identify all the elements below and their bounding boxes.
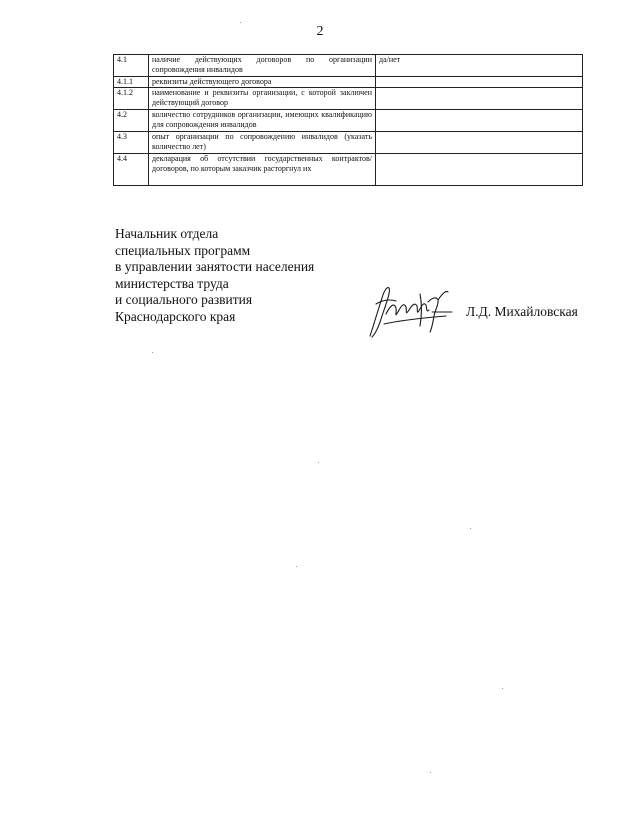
row-number: 4.1	[114, 55, 149, 77]
page-number: 2	[316, 24, 324, 39]
handwritten-signature	[362, 280, 462, 340]
row-description: декларация об отсутствии государственных контрактов/договоров, по которым заказчик расторгнул их	[149, 154, 376, 186]
table-row	[114, 154, 583, 186]
row-value	[376, 77, 583, 88]
row-description: наименование и реквизиты организации, с которой заключен действующий договор	[149, 88, 376, 110]
position-line: Начальник отдела	[115, 226, 219, 241]
position-line: в управлении занятости населения	[115, 259, 315, 274]
table-row	[114, 77, 583, 88]
row-value	[376, 132, 583, 154]
row-value	[376, 88, 583, 110]
row-number: 4.1.1	[114, 77, 149, 88]
table-row	[114, 88, 583, 110]
scan-speck	[318, 462, 319, 463]
scan-speck	[296, 566, 297, 567]
position-line: и социального развития	[115, 292, 253, 307]
table-row	[114, 132, 583, 154]
row-number: 4.2	[114, 110, 149, 132]
row-number: 4.1.2	[114, 88, 149, 110]
criteria-table	[113, 54, 583, 186]
row-description: количество сотрудников организации, имеющих квалификацию для сопровождения инвалидов	[149, 110, 376, 132]
table-row	[114, 110, 583, 132]
signatory-position	[115, 226, 314, 325]
scan-speck	[470, 528, 471, 529]
signer-name: Л.Д. Михайловская	[466, 304, 578, 319]
row-description: наличие действующих договоров по организации сопровождения инвалидов	[149, 55, 376, 77]
scan-speck	[430, 772, 431, 773]
scan-speck	[152, 352, 153, 353]
row-value	[376, 154, 583, 186]
row-number: 4.4	[114, 154, 149, 186]
scan-speck	[240, 22, 241, 23]
row-value	[376, 110, 583, 132]
row-number: 4.3	[114, 132, 149, 154]
position-line: Краснодарского края	[115, 308, 236, 324]
scan-speck	[502, 688, 503, 689]
row-description: опыт организации по сопровождению инвалидов (указать количество лет)	[149, 132, 376, 154]
row-value: да/нет	[376, 55, 583, 77]
table-row	[114, 55, 583, 77]
position-line: министерства труда	[115, 275, 229, 291]
position-line: специальных программ	[115, 242, 251, 258]
row-description: реквизиты действующего договора	[149, 77, 376, 88]
